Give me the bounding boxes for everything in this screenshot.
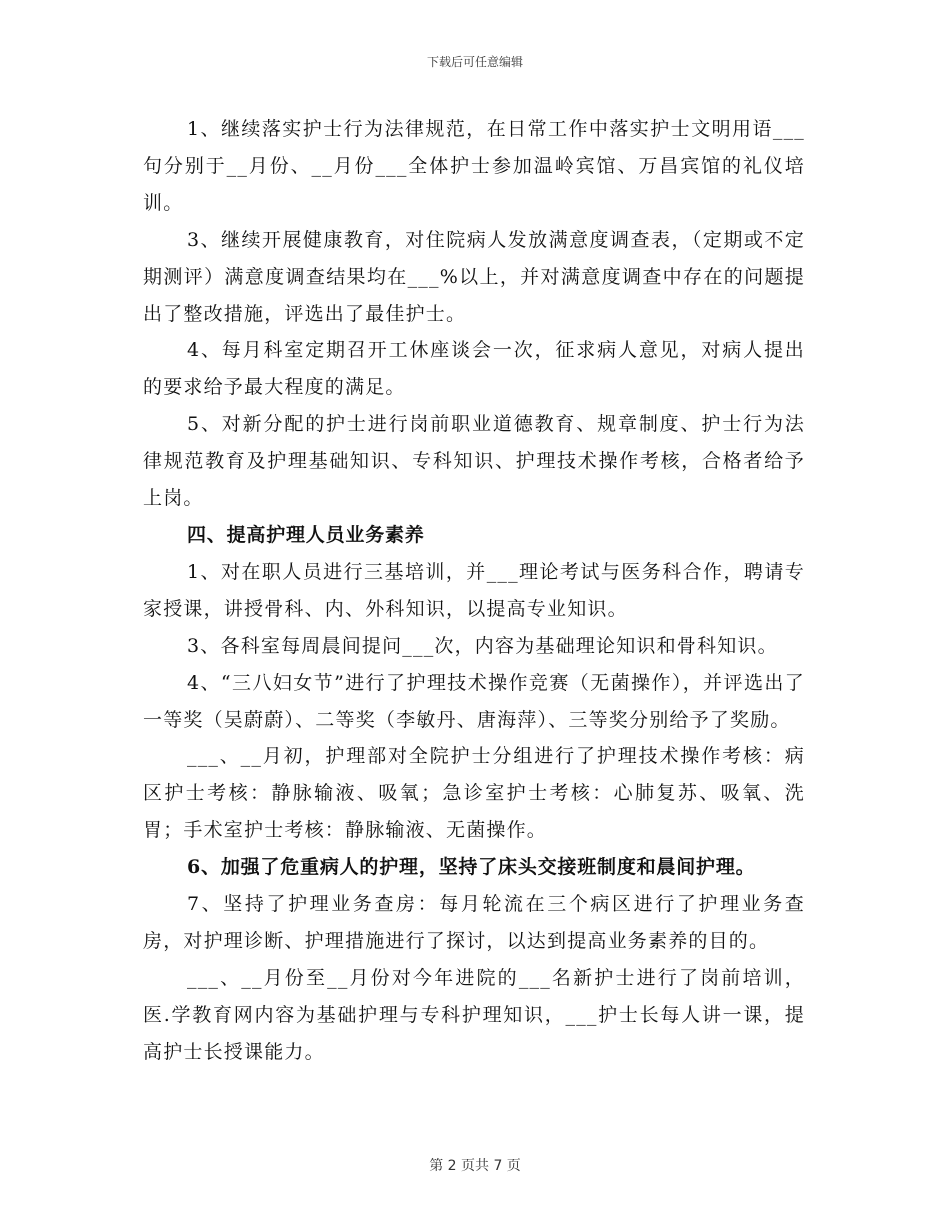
paragraph-1: 1、继续落实护士行为法律规范，在日常工作中落实护士文明用语___句分别于__月份、__月份___全体护士参加温岭宾馆、万昌宾馆的礼仪培训。 — [143, 118, 805, 214]
paragraph-critical-care: 6、加强了危重病人的护理，坚持了床头交接班制度和晨间护理。 — [187, 856, 756, 879]
body-text — [143, 111, 805, 1071]
paragraph-competition: 4、“三八妇女节”进行了护理技术操作竞赛（无菌操作），并评选出了一等奖（吴蔚蔚）、二等奖（李敏丹、唐海萍）、三等奖分别给予了奖励。 — [143, 671, 805, 731]
paragraph-new-nurses: ___、__月份至__月份对今年进院的___名新护士进行了岗前培训，医.学教育网内容为基础护理与专科护理知识，___护士长每人讲一课，提高护士长授课能力。 — [143, 966, 805, 1063]
paragraph-training: 1、对在职人员进行三基培训，并___理论考试与医务科合作，聘请专家授课，讲授骨科、内、外科知识，以提高专业知识。 — [143, 560, 805, 620]
paragraph-3: 3、继续开展健康教育，对住院病人发放满意度调查表，（定期或不定期测评）满意度调查结果均在___%以上，并对满意度调查中存在的问题提出了整改措施，评选出了最佳护士。 — [143, 228, 805, 325]
page-footer: 第 2 页共 7 页 — [429, 1158, 521, 1174]
paragraph-morning-questions: 3、各科室每周晨间提问___次，内容为基础理论知识和骨科知识。 — [187, 634, 778, 657]
paragraph-ward-rounds: 7、坚持了护理业务查房：每月轮流在三个病区进行了护理业务查房，对护理诊断、护理措施进行了探讨，以达到提高业务素养的目的。 — [143, 893, 805, 952]
paragraph-5: 5、对新分配的护士进行岗前职业道德教育、规章制度、护士行为法律规范教育及护理基础知识、专科知识、护理技术操作考核，合格者给予上岗。 — [143, 413, 805, 510]
paragraph-4: 4、每月科室定期召开工休座谈会一次，征求病人意见，对病人提出的要求给予最大程度的满足。 — [143, 339, 805, 399]
paragraph-assessment: ___、__月初，护理部对全院护士分组进行了护理技术操作考核：病区护士考核：静脉输液、吸氧；急诊室护士考核：心肺复苏、吸氧、洗胃；手术室护士考核：静脉输液、无菌操作。 — [143, 745, 805, 842]
section-heading: 四、提高护理人员业务素养 — [187, 523, 425, 546]
page-header: 下载后可任意编辑 — [426, 55, 523, 69]
